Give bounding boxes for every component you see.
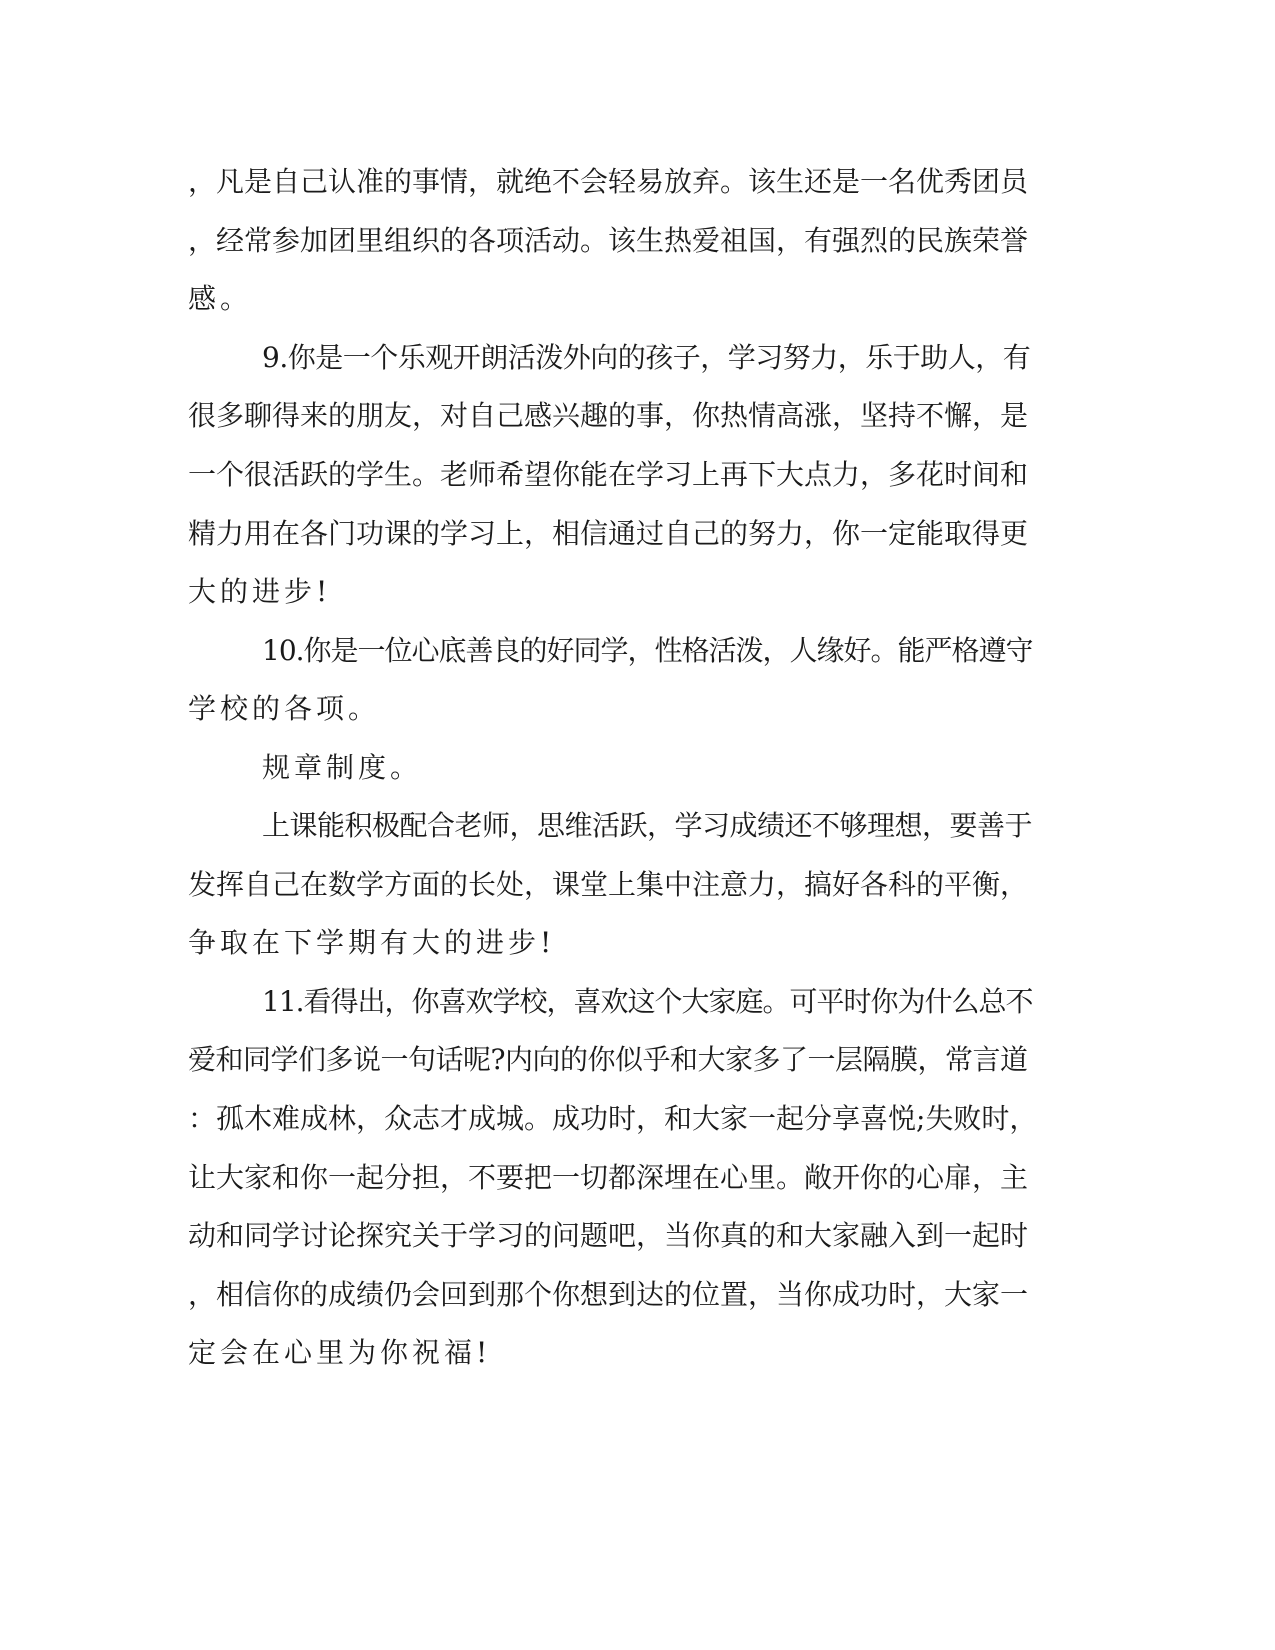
text-line: ：孤木难成林，众志才成城。成功时，和大家一起分享喜悦;失败时，: [188, 1102, 1038, 1135]
text-line: 精力用在各门功课的学习上，相信通过自己的努力，你一定能取得更: [188, 517, 1029, 550]
text-line: 动和同学讨论探究关于学习的问题吧，当你真的和大家融入到一起时: [188, 1219, 1029, 1252]
text-line: 一个很活跃的学生。老师希望你能在学习上再下大点力，多花时间和: [188, 458, 1029, 491]
text-line: 感。: [188, 282, 253, 315]
paragraph-11-start: 11.看得出，你喜欢学校，喜欢这个大家庭。可平时你为什么总不: [262, 985, 1033, 1018]
text-line: 让大家和你一起分担，不要把一切都深埋在心里。敞开你的心扉，主: [188, 1161, 1029, 1194]
text-line: 发挥自己在数学方面的长处，课堂上集中注意力，搞好各科的平衡，: [188, 868, 1029, 901]
text-line: 爱和同学们多说一句话呢?内向的你似乎和大家多了一层隔膜，常言道: [188, 1043, 1028, 1076]
text-line: 争取在下学期有大的进步!: [188, 926, 556, 959]
paragraph-10-start: 10.你是一位心底善良的好同学，性格活泼，人缘好。能严格遵守: [262, 634, 1033, 667]
text-line: ，凡是自己认准的事情，就绝不会轻易放弃。该生还是一名优秀团员: [188, 165, 1029, 198]
text-line: 定会在心里为你祝福!: [188, 1336, 492, 1369]
text-line: 很多聊得来的朋友，对自己感兴趣的事，你热情高涨，坚持不懈，是: [188, 399, 1029, 432]
text-line: 规章制度。: [262, 751, 423, 784]
text-line: ，相信你的成绩仍会回到那个你想到达的位置，当你成功时，大家一: [188, 1278, 1029, 1311]
text-line: 大的进步!: [188, 575, 332, 608]
text-line: 学校的各项。: [188, 692, 381, 725]
text-line: ，经常参加团里组织的各项活动。该生热爱祖国，有强烈的民族荣誉: [188, 224, 1029, 257]
paragraph-9-start: 9.你是一个乐观开朗活泼外向的孩子，学习努力，乐于助人，有: [262, 341, 1031, 374]
text-line: 上课能积极配合老师，思维活跃，学习成绩还不够理想，要善于: [262, 809, 1033, 842]
